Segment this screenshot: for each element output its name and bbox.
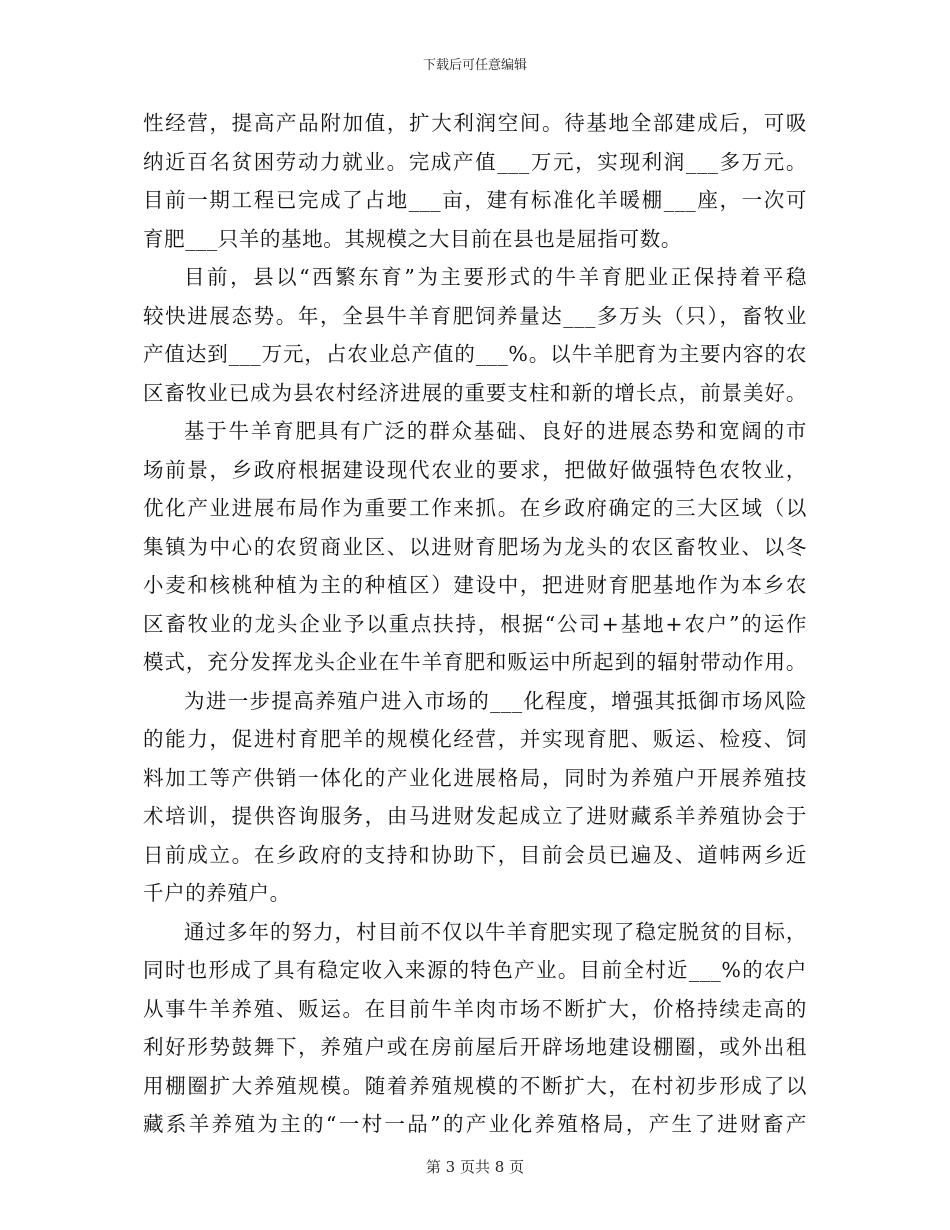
- text-line: 场前景，乡政府根据建设现代农业的要求，把做好做强特色农牧业，: [143, 457, 807, 482]
- text-line: 纳近百名贫困劳动力就业。完成产值___万元，实现利润___多万元。: [143, 149, 807, 174]
- text-line: 千户的养殖户。: [143, 881, 291, 905]
- text-line: 利好形势鼓舞下，养殖户或在房前屋后开辟场地建设棚圈，或外出租: [143, 1035, 807, 1059]
- paragraph-first-line: 为进一步提高养殖户进入市场的___化程度，增强其抵御市场风险: [184, 688, 807, 713]
- page-header-note: 下载后可任意编辑: [422, 58, 527, 73]
- page-number: 第 3 页共 8 页: [425, 1158, 525, 1176]
- text-line: 日前成立。在乡政府的支持和协助下，目前会员已遍及、道帏两乡近: [143, 842, 807, 867]
- paragraph-first-line: 基于牛羊育肥具有广泛的群众基础、良好的进展态势和宽阔的市: [184, 419, 807, 443]
- text-line: 料加工等产供销一体化的产业化进展格局，同时为养殖户开展养殖技: [143, 765, 807, 790]
- text-line: 模式，充分发挥龙头企业在牛羊育肥和贩运中所起到的辐射带动作用。: [143, 650, 807, 674]
- text-line: 产值达到___万元，占农业总产值的___%。以牛羊肥育为主要内容的农: [143, 342, 807, 366]
- text-line: 同时也形成了具有稳定收入来源的特色产业。目前全村近___%的农户: [143, 958, 807, 982]
- text-line: 较快进展态势。年，全县牛羊育肥饲养量达___多万头（只），畜牧业: [143, 303, 807, 328]
- document-body: [143, 104, 807, 1144]
- text-line: 用棚圈扩大养殖规模。随着养殖规模的不断扩大，在村初步形成了以: [143, 1073, 807, 1098]
- text-line: 区畜牧业的龙头企业予以重点扶持，根据“公司+基地+农户”的运作: [143, 611, 807, 636]
- paragraph-first-line: 目前，县以“西繁东育”为主要形式的牛羊育肥业正保持着平稳: [184, 265, 807, 289]
- text-line: 育肥___只羊的基地。其规模之大目前在县也是屈指可数。: [143, 226, 682, 251]
- text-line: 性经营，提高产品附加值，扩大利润空间。待基地全部建成后，可吸: [143, 111, 807, 135]
- text-line: 藏系羊养殖为主的“一村一品”的产业化养殖格局，产生了进财畜产: [143, 1112, 807, 1136]
- text-line: 目前一期工程已完成了占地___亩，建有标准化羊暖棚___座，一次可: [143, 188, 807, 212]
- text-line: 的能力，促进村育肥羊的规模化经营，并实现育肥、贩运、检疫、饲: [143, 727, 807, 751]
- text-line: 优化产业进展布局作为重要工作来抓。在乡政府确定的三大区域（以: [143, 496, 807, 520]
- text-line: 从事牛羊养殖、贩运。在目前牛羊肉市场不断扩大，价格持续走高的: [143, 996, 807, 1021]
- text-line: 区畜牧业已成为县农村经济进展的重要支柱和新的增长点，前景美好。: [143, 380, 807, 405]
- text-line: 小麦和核桃种植为主的种植区）建设中，把进财育肥基地作为本乡农: [143, 573, 807, 597]
- paragraph-first-line: 通过多年的努力，村目前不仅以牛羊育肥实现了稳定脱贫的目标，: [184, 919, 807, 944]
- text-line: 集镇为中心的农贸商业区、以进财育肥场为龙头的农区畜牧业、以冬: [143, 534, 807, 559]
- text-line: 术培训，提供咨询服务，由马进财发起成立了进财藏系羊养殖协会于: [143, 804, 807, 828]
